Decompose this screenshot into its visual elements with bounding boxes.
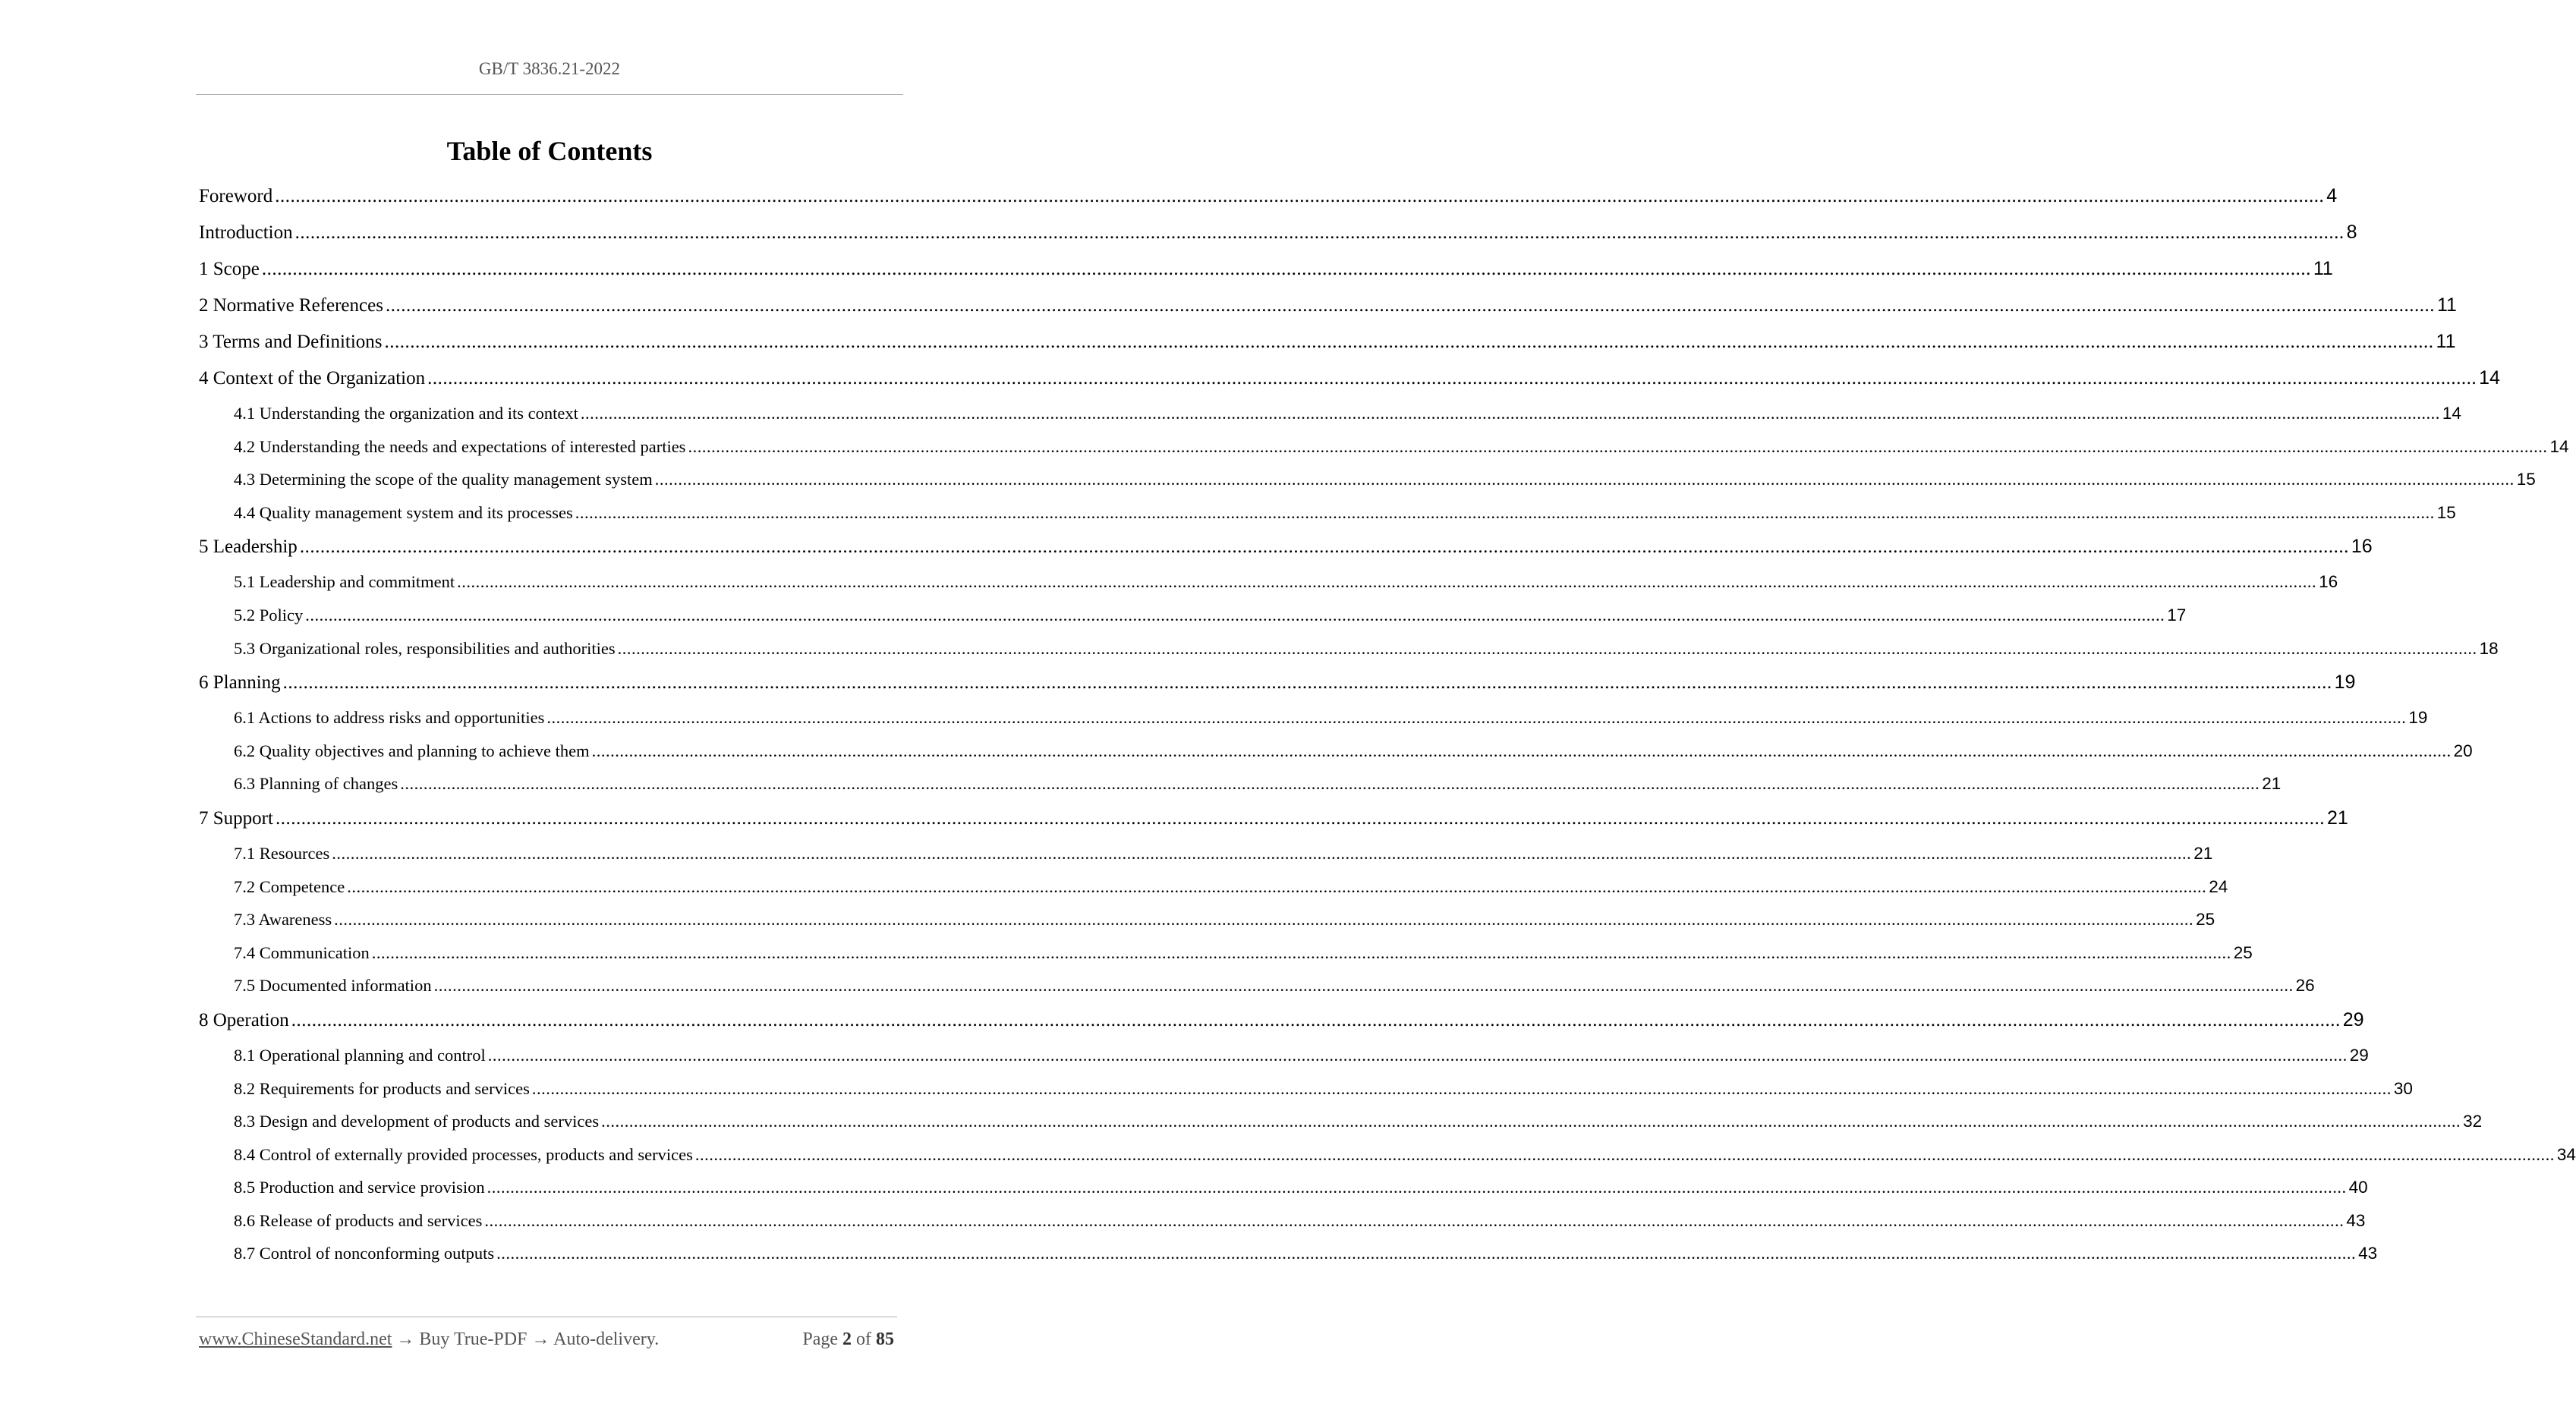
- footer-left: [199, 1329, 659, 1350]
- toc-entry-page: 43: [2346, 1210, 2366, 1230]
- toc-leader-dots: ................................................................................................................................................................................................................................................................................................................................................................................................................: [385, 295, 2435, 316]
- toc-entry-label: 4.1 Understanding the organization and its context: [234, 404, 578, 423]
- toc-entry-label: 3 Terms and Definitions: [199, 332, 383, 352]
- toc-subentry[interactable]: [199, 741, 2473, 775]
- toc-entry-label: 4.4 Quality management system and its processes: [234, 502, 573, 522]
- toc-subentry[interactable]: [199, 942, 2253, 977]
- toc-leader-dots: ................................................................................................................................................................................................................................................................................................................................................................................................................: [591, 741, 2452, 760]
- toc-leader-dots: ................................................................................................................................................................................................................................................................................................................................................................................................................: [384, 332, 2434, 352]
- toc-subentry[interactable]: [199, 876, 2228, 911]
- toc-subentry[interactable]: [199, 638, 2499, 672]
- website-link[interactable]: www.ChineseStandard.net: [199, 1329, 392, 1349]
- toc-entry[interactable]: [199, 331, 2456, 367]
- toc-entry-page: 8: [2346, 222, 2357, 243]
- toc-entry-page: 34: [2556, 1144, 2576, 1164]
- toc-entry-page: 26: [2295, 976, 2315, 996]
- toc-leader-dots: ................................................................................................................................................................................................................................................................................................................................................................................................................: [433, 976, 2294, 996]
- toc-subentry[interactable]: [199, 1210, 2366, 1244]
- header-divider: [196, 94, 903, 95]
- toc-leader-dots: ................................................................................................................................................................................................................................................................................................................................................................................................................: [487, 1045, 2348, 1065]
- toc-entry-label: 6 Planning: [199, 672, 281, 694]
- toc-entry-label: Introduction: [199, 222, 293, 243]
- toc-entry[interactable]: [199, 185, 2338, 222]
- toc-entry-label: 4 Context of the Organization: [199, 368, 426, 389]
- toc-leader-dots: ................................................................................................................................................................................................................................................................................................................................................................................................................: [546, 708, 2407, 728]
- toc-entry-page: 16: [2351, 536, 2373, 558]
- toc-leader-dots: ................................................................................................................................................................................................................................................................................................................................................................................................................: [291, 1009, 2341, 1030]
- footer: [199, 1329, 894, 1350]
- toc-leader-dots: ................................................................................................................................................................................................................................................................................................................................................................................................................: [294, 222, 2345, 243]
- toc-entry-page: 14: [2549, 436, 2569, 456]
- toc-entry[interactable]: [199, 367, 2500, 404]
- toc-subentry[interactable]: [199, 1144, 2576, 1178]
- toc-entry-page: 16: [2319, 572, 2338, 592]
- toc-entry-label: 8.4 Control of externally provided processes, products and services: [234, 1144, 693, 1164]
- toc-leader-dots: ................................................................................................................................................................................................................................................................................................................................................................................................................: [688, 436, 2548, 456]
- toc-leader-dots: ................................................................................................................................................................................................................................................................................................................................................................................................................: [484, 1210, 2345, 1230]
- toc-subentry[interactable]: [199, 708, 2428, 741]
- page-total: 85: [876, 1329, 894, 1349]
- toc-entry[interactable]: [199, 294, 2457, 331]
- toc-entry-label: Foreword: [199, 186, 273, 206]
- toc-leader-dots: ................................................................................................................................................................................................................................................................................................................................................................................................................: [275, 807, 2325, 829]
- toc-subentry[interactable]: [199, 1078, 2413, 1112]
- page-prefix: Page: [802, 1329, 838, 1349]
- toc-entry-page: 11: [2436, 294, 2457, 316]
- toc-entry-page: 19: [2334, 672, 2356, 694]
- toc-entry[interactable]: [199, 258, 2333, 294]
- toc-entry-label: 8.5 Production and service provision: [234, 1178, 485, 1197]
- toc-leader-dots: ................................................................................................................................................................................................................................................................................................................................................................................................................: [282, 672, 2332, 694]
- toc-leader-dots: ................................................................................................................................................................................................................................................................................................................................................................................................................: [694, 1144, 2555, 1164]
- toc-subentry[interactable]: [199, 502, 2456, 536]
- toc-subentry[interactable]: [199, 470, 2536, 503]
- toc-entry-label: 6.2 Quality objectives and planning to achieve them: [234, 741, 590, 760]
- toc-entry-label: 8.1 Operational planning and control: [234, 1045, 486, 1065]
- toc-entry-page: 15: [2516, 470, 2536, 489]
- toc-subentry[interactable]: [199, 436, 2569, 470]
- toc-entry-label: 7.3 Awareness: [234, 910, 332, 930]
- toc-leader-dots: ................................................................................................................................................................................................................................................................................................................................................................................................................: [347, 876, 2207, 896]
- toc-entry-label: 4.3 Determining the scope of the quality management system: [234, 470, 653, 489]
- toc-entry[interactable]: [199, 672, 2356, 708]
- toc-entry-page: 25: [2196, 910, 2215, 930]
- toc-entry-label: 5.2 Policy: [234, 605, 304, 625]
- toc-entry-page: 25: [2233, 942, 2253, 962]
- toc-subentry[interactable]: [199, 404, 2461, 437]
- toc-entry-page: 21: [2326, 807, 2348, 829]
- toc-entry-label: 6.3 Planning of changes: [234, 774, 398, 794]
- toc-subentry[interactable]: [199, 843, 2213, 877]
- toc-leader-dots: ................................................................................................................................................................................................................................................................................................................................................................................................................: [261, 259, 2311, 279]
- toc-entry-label: 2 Normative References: [199, 295, 383, 316]
- toc-entry-label: 7.1 Resources: [234, 843, 330, 863]
- toc-subentry[interactable]: [199, 605, 2187, 639]
- toc-leader-dots: ................................................................................................................................................................................................................................................................................................................................................................................................................: [487, 1178, 2347, 1197]
- toc-entry-page: 29: [2342, 1008, 2364, 1030]
- toc-subentry[interactable]: [199, 572, 2338, 606]
- toc-leader-dots: ................................................................................................................................................................................................................................................................................................................................................................................................................: [580, 404, 2440, 423]
- toc-entry-page: 30: [2393, 1078, 2413, 1098]
- toc-leader-dots: ................................................................................................................................................................................................................................................................................................................................................................................................................: [617, 638, 2477, 658]
- toc-entry-label: 5 Leadership: [199, 536, 298, 558]
- page-of: of: [856, 1329, 871, 1349]
- page-number: [802, 1329, 894, 1350]
- toc-leader-dots: ................................................................................................................................................................................................................................................................................................................................................................................................................: [601, 1112, 2461, 1131]
- toc-leader-dots: ................................................................................................................................................................................................................................................................................................................................................................................................................: [427, 368, 2477, 389]
- page-title: Table of Contents: [446, 136, 653, 166]
- toc-entry-label: 8 Operation: [199, 1009, 289, 1030]
- toc-entry-label: 5.3 Organizational roles, responsibilities and authorities: [234, 638, 616, 658]
- toc-subentry[interactable]: [199, 1244, 2378, 1277]
- toc-entry-page: 21: [2193, 843, 2213, 863]
- toc-entry-label: 8.3 Design and development of products and services: [234, 1112, 600, 1131]
- toc-entry-page: 15: [2436, 502, 2456, 522]
- toc-leader-dots: ................................................................................................................................................................................................................................................................................................................................................................................................................: [371, 942, 2231, 962]
- toc-entry-page: 19: [2408, 708, 2428, 728]
- toc-subentry[interactable]: [199, 774, 2282, 807]
- toc-entry-label: 5.1 Leadership and commitment: [234, 572, 455, 592]
- toc-entry-page: 14: [2442, 404, 2461, 423]
- toc-entry-label: 8.6 Release of products and services: [234, 1210, 483, 1230]
- toc-entry-label: 4.2 Understanding the needs and expectations of interested parties: [234, 436, 686, 456]
- toc-entry-page: 43: [2358, 1244, 2378, 1263]
- toc-leader-dots: ................................................................................................................................................................................................................................................................................................................................................................................................................: [400, 774, 2260, 794]
- toc-entry-label: 7.2 Competence: [234, 876, 345, 896]
- toc-entry-page: 21: [2262, 774, 2282, 794]
- toc-entry-label: 8.7 Control of nonconforming outputs: [234, 1244, 495, 1263]
- toc-entry-page: 40: [2348, 1178, 2368, 1197]
- toc-entry-label: 7.4 Communication: [234, 942, 370, 962]
- toc-entry-page: 18: [2479, 638, 2499, 658]
- toc-leader-dots: ................................................................................................................................................................................................................................................................................................................................................................................................................: [531, 1078, 2392, 1098]
- toc-entry[interactable]: [199, 222, 2357, 258]
- toc-entry-label: 6.1 Actions to address risks and opportunities: [234, 708, 545, 728]
- toc-leader-dots: ................................................................................................................................................................................................................................................................................................................................................................................................................: [496, 1244, 2357, 1263]
- footer-tagline: → Buy True-PDF → Auto-delivery.: [392, 1329, 660, 1349]
- toc-leader-dots: ................................................................................................................................................................................................................................................................................................................................................................................................................: [654, 470, 2515, 489]
- toc-entry-page: 14: [2479, 367, 2500, 389]
- toc-subentry[interactable]: [199, 910, 2215, 943]
- toc-entry-label: 7 Support: [199, 807, 273, 829]
- toc-subentry[interactable]: [199, 1045, 2369, 1079]
- toc-entry-label: 8.2 Requirements for products and services: [234, 1078, 530, 1098]
- document-id-header: GB/T 3836.21-2022: [478, 59, 621, 78]
- toc-leader-dots: ................................................................................................................................................................................................................................................................................................................................................................................................................: [457, 572, 2317, 592]
- page-current: 2: [842, 1329, 852, 1349]
- toc-entry-page: 17: [2167, 605, 2187, 625]
- toc-entry-page: 20: [2453, 741, 2473, 760]
- toc-leader-dots: ................................................................................................................................................................................................................................................................................................................................................................................................................: [575, 502, 2435, 522]
- toc-entry-label: 1 Scope: [199, 259, 260, 279]
- toc-leader-dots: ................................................................................................................................................................................................................................................................................................................................................................................................................: [334, 910, 2194, 930]
- toc-leader-dots: ................................................................................................................................................................................................................................................................................................................................................................................................................: [275, 186, 2325, 206]
- toc-entry-page: 29: [2349, 1045, 2369, 1065]
- toc-subentry[interactable]: [199, 976, 2315, 1009]
- toc-entry-label: 7.5 Documented information: [234, 976, 432, 996]
- toc-leader-dots: ................................................................................................................................................................................................................................................................................................................................................................................................................: [299, 536, 2349, 558]
- toc-subentry[interactable]: [199, 1112, 2483, 1145]
- toc-leader-dots: ................................................................................................................................................................................................................................................................................................................................................................................................................: [305, 605, 2165, 625]
- toc-entry-page: 4: [2326, 185, 2338, 206]
- toc-entry-page: 11: [2313, 258, 2333, 279]
- toc-entry[interactable]: [199, 1008, 2364, 1046]
- toc-entry[interactable]: [199, 536, 2373, 572]
- toc-subentry[interactable]: [199, 1178, 2368, 1211]
- toc-entry-page: 24: [2209, 876, 2228, 896]
- toc-entry-page: 11: [2436, 331, 2456, 352]
- toc-leader-dots: ................................................................................................................................................................................................................................................................................................................................................................................................................: [332, 843, 2192, 863]
- toc-entry-page: 32: [2463, 1112, 2483, 1131]
- toc-entry[interactable]: [199, 807, 2348, 844]
- table-of-contents: [199, 185, 2576, 1277]
